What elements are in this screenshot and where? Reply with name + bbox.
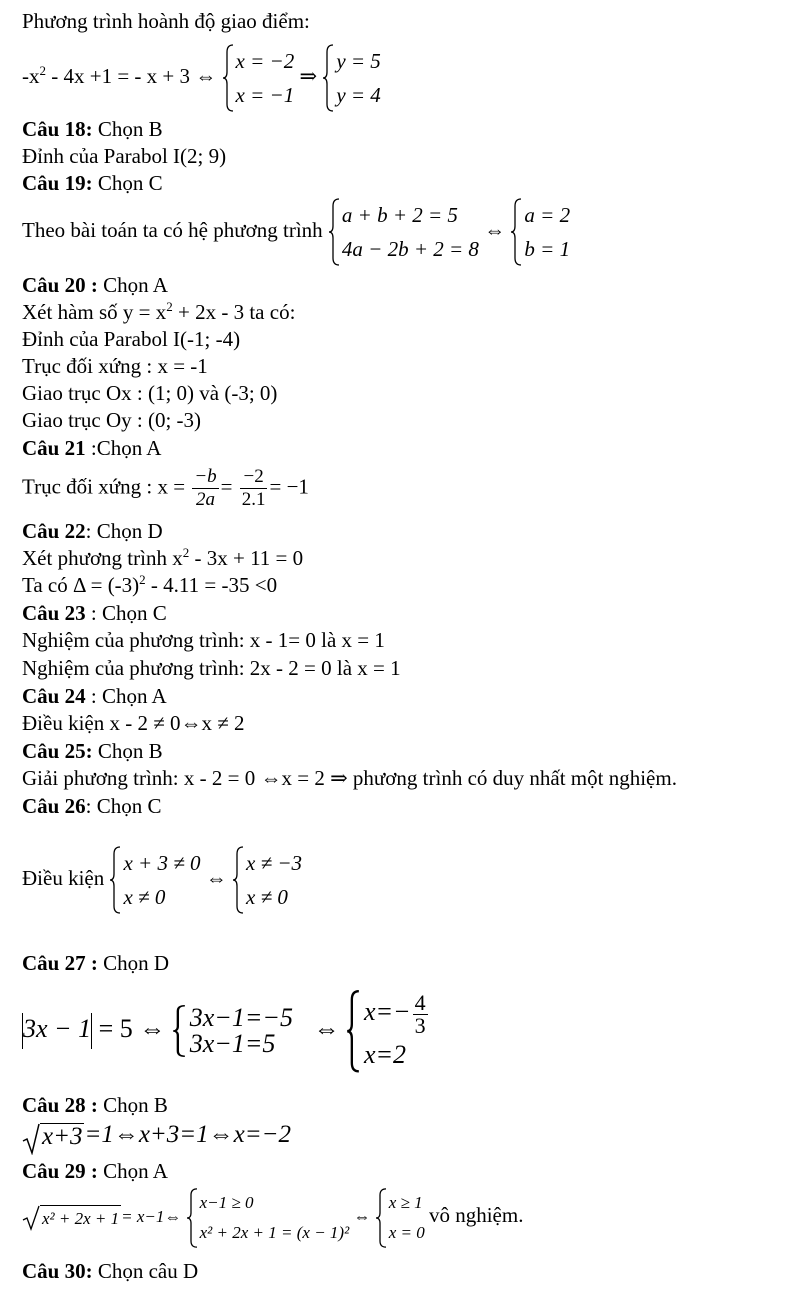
abs-expression: 3x − 1 [23, 1014, 92, 1044]
q21-formula-line: Trục đối xứng : x = $\frac{-b}{2a}$ = $\frac{-2}{2.1}$ = −1 [22, 466, 309, 510]
q24-line: Điều kiện x - 2 ≠ 0⇔x ≠ 2 [22, 711, 245, 735]
question-26-heading: Câu 26: Chọn C [22, 794, 162, 818]
question-19-heading: Câu 19: Chọn C [22, 171, 163, 195]
question-30-heading: Câu 30: Chọn câu D [22, 1259, 199, 1283]
q23-line-1: Nghiệm của phương trình: x - 1= 0 là x = 1 [22, 628, 385, 652]
q18-line: Đỉnh của Parabol I(2; 9) [22, 144, 227, 168]
q27-absolute-line: 3x − 1 = 5 ⇔ 3x−1=−5 3x−1=5 ⇔ x=− $\frac{4}{3}$ x=2 [22, 990, 430, 1073]
system-abs-solution: x=− $\frac{4}{3}$ x=2 [346, 990, 430, 1073]
system-radical-solution: x ≥ 1 x = 0 [375, 1188, 425, 1248]
intro-line: Phương trình hoành độ giao điểm: [22, 9, 310, 33]
system-ab-solution: a = 2 b = 1 [510, 198, 570, 266]
q20-line-2: Đỉnh của Parabol I(-1; -4) [22, 327, 241, 351]
system-y: y = 5 y = 4 [322, 44, 381, 112]
q19-system-line: Theo bài toán ta có hệ phương trình a + b + 2 = 5 4a − 2b + 2 = 8 ⇔ a = 2 b = 1 [22, 198, 570, 266]
question-25-heading: Câu 25: Chọn B [22, 739, 163, 763]
question-24-heading: Câu 24 : Chọn A [22, 684, 167, 708]
sqrt-expression: x+3 [22, 1123, 84, 1150]
system-radical: x−1 ≥ 0 x² + 2x + 1 = (x − 1)² [186, 1188, 350, 1248]
q25-line: Giải phương trình: x - 2 = 0 ⇔x = 2 ⇒ phương trình có duy nhất một nghiệm. [22, 766, 677, 790]
system-abs: 3x−1=−5 3x−1=5 [172, 1005, 293, 1057]
question-27-heading: Câu 27 : Chọn D [22, 951, 170, 975]
sqrt-quadratic: x² + 2x + 1 [22, 1205, 121, 1232]
q22-line-1: Xét phương trình $x^2 - 3x + 11 = 0$ [22, 545, 304, 570]
question-28-heading: Câu 28 : Chọn B [22, 1093, 168, 1117]
question-22-heading: Câu 22: Chọn D [22, 519, 163, 543]
system-ab: a + b + 2 = 5 4a − 2b + 2 = 8 [328, 198, 479, 266]
system-x: x = −2 x = −1 [222, 44, 295, 112]
q20-line-5: Giao trục Oy : (0; -3) [22, 408, 202, 432]
intersection-equation: $-x^2 - 4x +1$ = - x + 3 ⇔ x = −2 x = −1 ⇒ y = 5 y = 4 [22, 44, 381, 112]
q26-condition-line: Điều kiện x + 3 ≠ 0 x ≠ 0 ⇔ x ≠ −3 x ≠ 0 [22, 846, 302, 914]
system-condition-solution: x ≠ −3 x ≠ 0 [232, 846, 302, 914]
q29-radical-line: x² + 2x + 1 = x−1⇔ x−1 ≥ 0 x² + 2x + 1 = (x − 1)² ⇔ x ≥ 1 x = 0 vô nghiệm. [22, 1188, 523, 1248]
q20-line-4: Giao trục Ox : (1; 0) và (-3; 0) [22, 381, 278, 405]
fraction-2-21: $\frac{-2}{2.1}$ [241, 466, 266, 510]
question-18-heading: Câu 18: Chọn B [22, 117, 163, 141]
q20-line-3: Trục đối xứng : x = -1 [22, 354, 208, 378]
q23-line-2: Nghiệm của phương trình: 2x - 2 = 0 là x = 1 [22, 656, 401, 680]
system-condition: x + 3 ≠ 0 x ≠ 0 [109, 846, 200, 914]
fraction-b-2a: $\frac{-b}{2a}$ [194, 466, 217, 510]
q20-line-1: Xét hàm số $y = x^2 + 2x - 3$ ta có: [22, 299, 296, 324]
q22-line-2: Ta có $\Delta = (-3)^2 - 4.11 = -35 <0$ [22, 572, 278, 597]
q28-sqrt-line: x+3=1⇔x+3=1⇔x=−2 [22, 1122, 291, 1150]
question-21-heading: Câu 21 :Chọn A [22, 436, 162, 460]
question-20-heading: Câu 20 : Chọn A [22, 273, 168, 297]
question-23-heading: Câu 23 : Chọn C [22, 601, 167, 625]
question-29-heading: Câu 29 : Chọn A [22, 1159, 168, 1183]
